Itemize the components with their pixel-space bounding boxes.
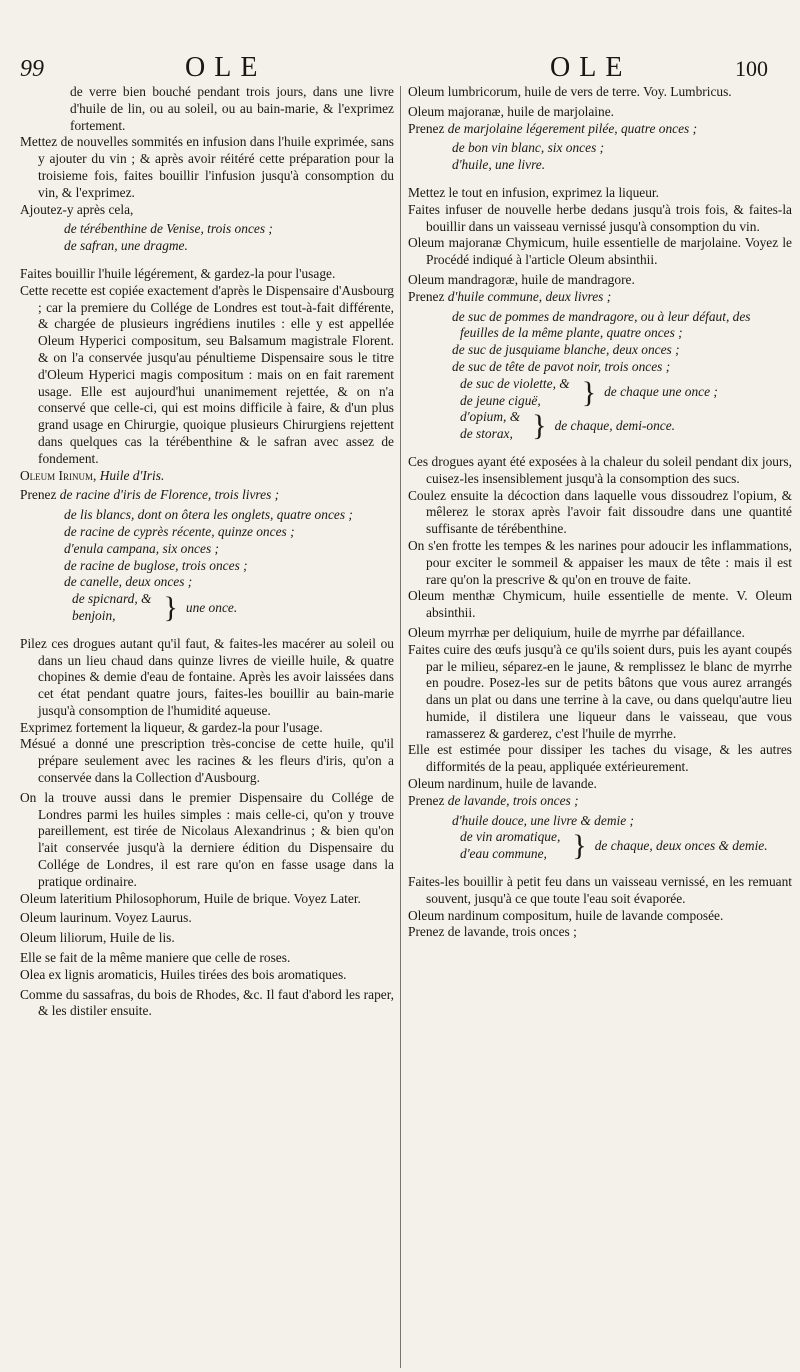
ingredient: d'huile douce, une livre & demie ;: [452, 812, 634, 828]
paragraph: On la trouve aussi dans le premier Dispensaire du Collége de Londres parmi les huiles simples : mais celle-ci, qu'on y trouve pareillement, est tirée de Nicolaus Alexandrinus ; & bien qu'on l'ait conservée jusqu'à la derniere édition du Dispensaire du Collége de Londres, il est rare qu'on en fasse usage dans la pratique ordinaire.: [20, 789, 394, 889]
quantity: de chaque, deux onces & demie.: [594, 837, 768, 853]
brace-icon: }: [532, 409, 547, 443]
right-running-head: OLE: [550, 52, 632, 83]
entry-heading: Oleum mandragoræ, huile de mandragore.: [408, 271, 635, 287]
entry-heading: Olea ex lignis aromaticis, Huiles tirées des bois aromatiques.: [20, 966, 347, 982]
ingredient: de vin aromatique,: [460, 829, 561, 845]
recipe-line: [408, 793, 792, 810]
entry-heading: Oleum lateritium Philosophorum, Huile de brique. Voyez Later.: [20, 890, 361, 906]
paragraph: Prenez de lavande, trois onces ;: [408, 924, 577, 940]
brace-icon: }: [572, 829, 587, 863]
quantity: de chaque, demi-once.: [554, 417, 676, 433]
recipe-line: [408, 121, 792, 138]
paragraph: Faites bouillir l'huile légérement, & gardez-la pour l'usage.: [20, 265, 336, 281]
left-running-head: OLE: [185, 52, 267, 83]
paragraph: Exprimez fortement la liqueur, & gardez-la pour l'usage.: [20, 719, 323, 735]
ingredient: de suc de jusquiame blanche, deux onces ;: [452, 342, 680, 358]
entry-heading: Oleum lumbricorum, huile de vers de terre. Voy. Lumbricus.: [408, 84, 732, 99]
quantity: de chaque une once ;: [604, 384, 718, 400]
entry-heading: Oleum myrrhæ per deliquium, huile de myrrhe par défaillance.: [408, 624, 745, 640]
entry-heading: [20, 468, 394, 485]
ingredient: de bon vin blanc, six onces ;: [452, 140, 605, 156]
right-page-number: 100: [735, 56, 768, 81]
ingredient: benjoin,: [72, 607, 116, 623]
paragraph: Elle est estimée pour dissiper les taches du visage, & les autres difformités de la peau, appliquée extérieurement.: [408, 742, 792, 775]
ingredient: de racine d'iris de Florence, trois livres ;: [59, 487, 280, 503]
brace-icon: }: [581, 375, 597, 409]
ingredient: de térébenthine de Venise, trois onces ;: [64, 221, 273, 237]
paragraph: Mésué a donné une prescription très-concise de cette huile, qu'il prépare seulement avec les racines & les fleurs d'iris, qu'on a conservée dans la Collection d'Ausbourg.: [20, 736, 394, 786]
ingredient: d'eau commune,: [460, 846, 547, 862]
paragraph: Ajoutez-y après cela,: [20, 201, 134, 217]
paragraph: Coulez ensuite la décoction dans laquelle vous dissoudrez l'opium, & mêlerez le storax après l'avoir fait dissoudre dans une quantité suffisante de térébenthine.: [408, 487, 792, 537]
column-divider: [400, 86, 401, 1368]
paragraph: Cette recette est copiée exactement d'après le Dispensaire d'Ausbourg ; car la premiere du Collége de Londres est tout-à-fait différente, & chargée de plusieurs ingrédiens inutiles : elle y est appellée Oleum Hyperici compositum, seu Balsamum magistrale Florent. & on l'a conservée jusqu'au pénultieme Dispensaire sous le titre d'Oleum Hyperici magis compositum : mais on en fait rarement usage. Elle est aujourd'hui unanimement rejettée, & on n'a conservé que celle-ci, qui est moins difficile à faire, & d'un plus grand usage en Chirurgie, quoique plusieurs Chirurgiens rejettent dans quelques cas la térébenthine & le safran avec assez de fondement.: [20, 282, 394, 466]
ingredient: de safran, une dragme.: [64, 238, 188, 254]
ingredient: de racine de cyprès récente, quinze onces ;: [64, 523, 295, 539]
ingredient: de lis blancs, dont on ôtera les onglets, quatre onces ;: [64, 507, 353, 523]
right-column: [408, 84, 792, 941]
entry-heading: Oleum nardinum, huile de lavande.: [408, 776, 597, 792]
ingredient: de storax,: [460, 426, 513, 442]
entry-heading: Oleum liliorum, Huile de lis.: [20, 930, 175, 946]
ingredient: de suc de pommes de mandragore, ou à leur défaut, des feuilles de la même plante, quatre onces ;: [452, 308, 751, 341]
ingredient: d'huile commune, deux livres ;: [447, 288, 612, 304]
paragraph: Faites-les bouillir à petit feu dans un vaisseau vernissé, en les remuant souvent, jusqu'à ce que toute l'eau soit évaporée.: [408, 874, 792, 906]
paragraph: Ces drogues ayant été exposées à la chaleur du soleil pendant dix jours, cuisez-les insensiblement jusqu'à la consomption des sucs.: [408, 453, 792, 486]
paragraph: On s'en frotte les tempes & les narines pour adoucir les inflammations, pour exciter le sommeil & appaiser les maux de tête : mais il est rare qu'on la prescrive & qu'on en trouve de faite.: [408, 537, 792, 587]
ingredient: de canelle, deux onces ;: [64, 574, 193, 590]
entry-heading: Oleum majoranæ Chymicum, huile essentielle de marjolaine. Voyez le Procédé indiqué à l'article Oleum absinthii.: [408, 235, 792, 268]
entry-heading: Oleum menthæ Chymicum, huile essentielle de mente. V. Oleum absinthii.: [408, 588, 792, 621]
prenez-word: Prenez: [408, 792, 445, 808]
entry-heading: Oleum nardinum compositum, huile de lavande composée.: [408, 907, 724, 923]
prenez-word: Prenez: [408, 288, 445, 304]
ingredient: d'huile, une livre.: [452, 157, 546, 173]
recipe-line: [20, 487, 394, 504]
paragraph: Pilez ces drogues autant qu'il faut, & faites-les macérer au soleil ou dans un lieu chaud dans quinze livres de vieille huile, & quatre chopines & demie d'eau de fontaine. Après les avoir laissées dans cet état pendant quatre jours, faites-les bouillir au bain-marie jusqu'à consomption de l'humidité aqueuse.: [20, 635, 394, 718]
paragraph: Mettez de nouvelles sommités en infusion dans l'huile exprimée, sans y ajouter du vin ; & après avoir réitéré cette préparation pour la troisieme fois, faites bouillir l'infusion jusqu'à consomption du vin, & l'exprimez.: [20, 134, 394, 200]
recipe-line: [408, 289, 792, 306]
prenez-word: Prenez: [20, 487, 57, 503]
entry-definition: Huile d'Iris.: [99, 467, 165, 483]
paragraph: de verre bien bouché pendant trois jours, dans une livre d'huile de lin, ou au soleil, ou au bain-marie, & l'exprimez fortement.: [70, 84, 394, 133]
ingredient: d'opium, &: [460, 409, 521, 425]
entry-name: Oleum Irinum,: [20, 467, 97, 483]
left-page-number: 99: [20, 56, 44, 82]
paragraph: Faites cuire des œufs jusqu'à ce qu'ils soient durs, puis les ayant coupés par le milieu, séparez-en le jaune, & remplissez le blanc de myrrhe en poudre. Posez-les sur de petits bâtons que vous aurez arrangés dans un plat ou dans une terrine à la cave, ou dans quelqu'autre lieu humide, il distilera une liqueur dans le vaisseau, que vous ramasserez & garderez, c'est l'huile de myrrhe.: [408, 641, 792, 741]
ingredient: d'enula campana, six onces ;: [64, 540, 219, 556]
ingredient: de spicnard, &: [72, 591, 152, 607]
ingredient-group: [408, 829, 792, 863]
left-column: [20, 84, 394, 1020]
ingredient-group: [408, 409, 792, 443]
ingredient: de lavande, trois onces ;: [447, 792, 579, 808]
entry-heading: Oleum laurinum. Voyez Laurus.: [20, 910, 192, 926]
ingredient: de suc de tête de pavot noir, trois onces ;: [452, 358, 671, 374]
paragraph: Faites infuser de nouvelle herbe dedans jusqu'à trois fois, & faites-la bouillir dans un vaisseau vernissé jusqu'à consomption du vin.: [408, 201, 792, 234]
ingredient-group: [408, 376, 792, 410]
ingredient: de jeune ciguë,: [460, 392, 541, 408]
paragraph: Comme du sassafras, du bois de Rhodes, &c. Il faut d'abord les raper, & les distiler ensuite.: [20, 986, 394, 1019]
paragraph: Mettez le tout en infusion, exprimez la liqueur.: [408, 184, 660, 200]
ingredient: de marjolaine légerement pilée, quatre onces ;: [447, 120, 698, 136]
entry-heading: Oleum majoranæ, huile de marjolaine.: [408, 103, 615, 119]
ingredient-group: [20, 591, 394, 625]
prenez-word: Prenez: [408, 120, 445, 136]
ingredient: de racine de buglose, trois onces ;: [64, 557, 248, 573]
ingredient: de suc de violette, &: [460, 375, 570, 391]
quantity: une once.: [185, 599, 238, 615]
brace-icon: }: [163, 590, 178, 624]
paragraph: Elle se fait de la même maniere que celle de roses.: [20, 950, 291, 966]
